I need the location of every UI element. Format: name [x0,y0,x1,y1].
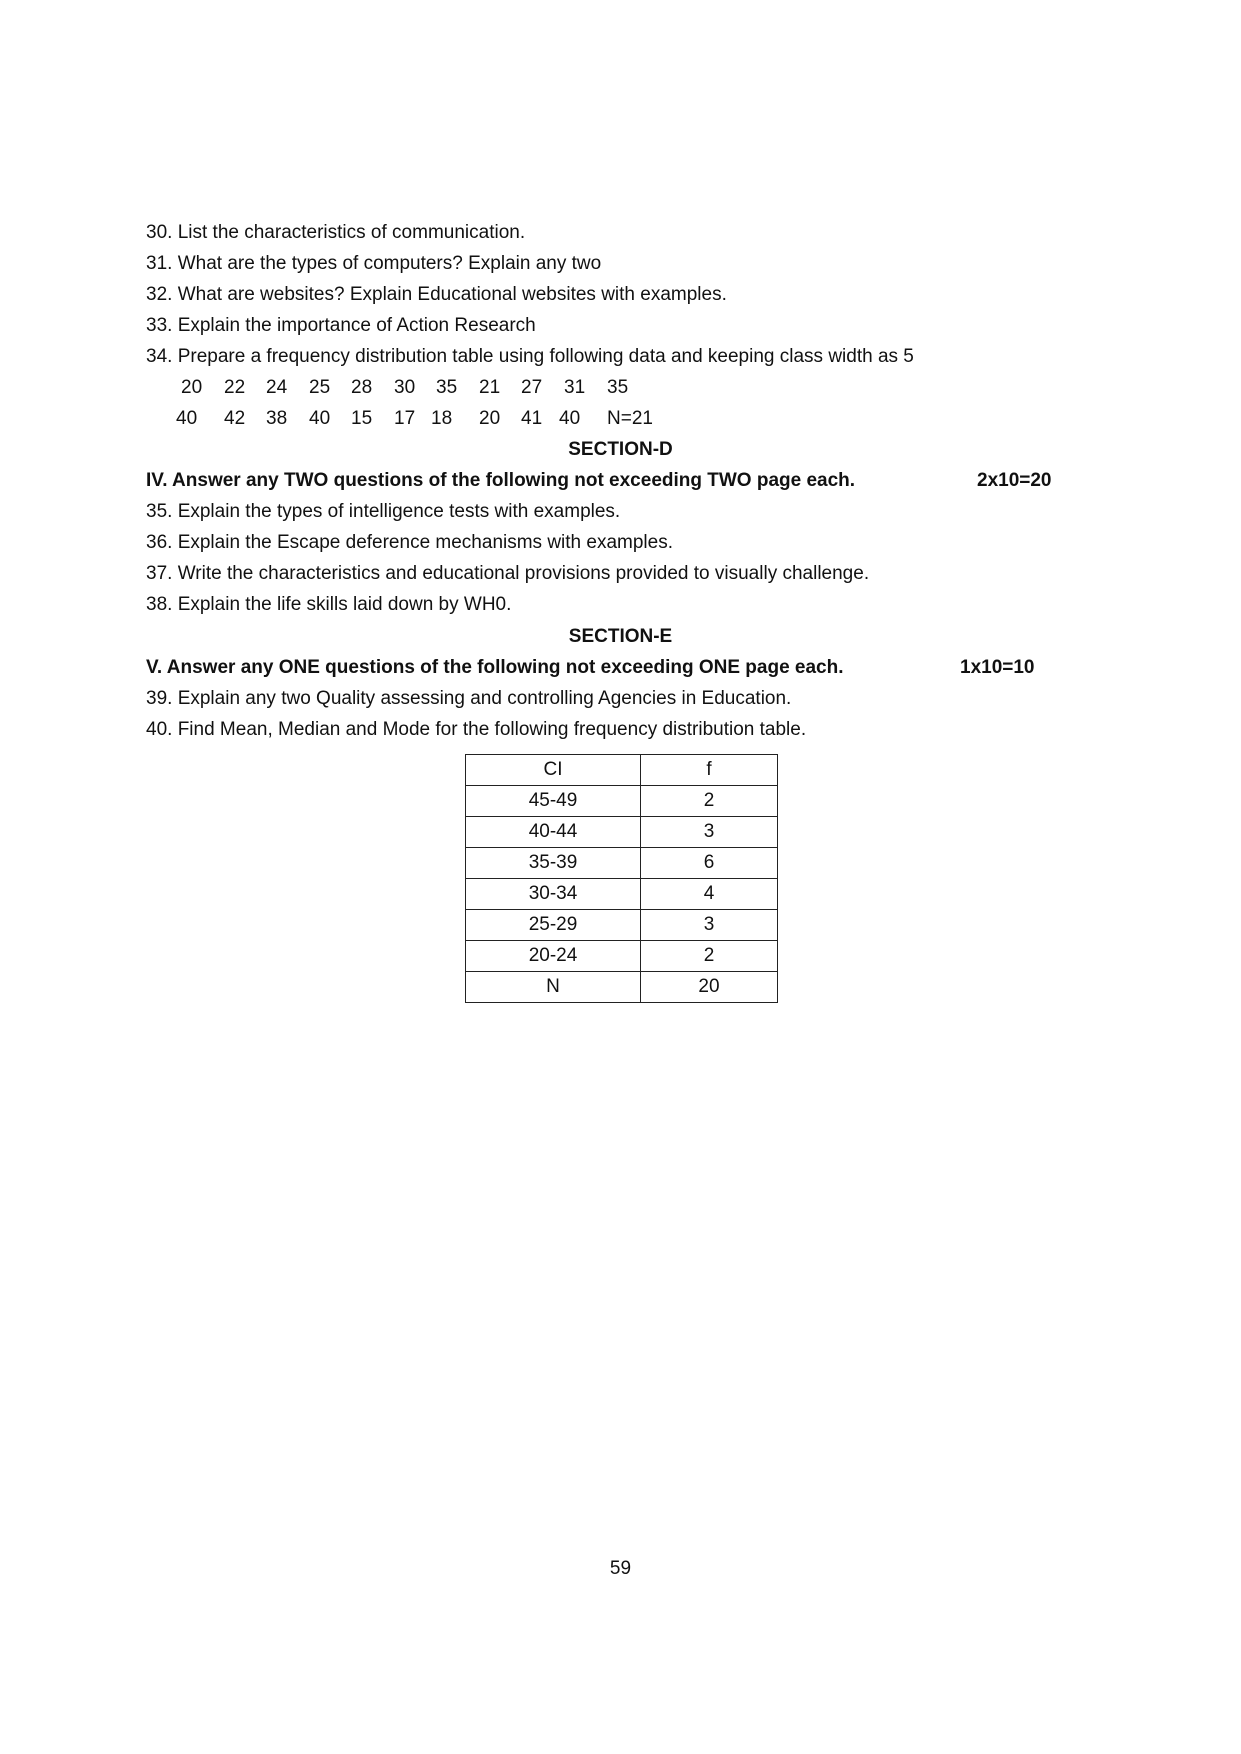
data-value: 41 [521,408,543,429]
data-value: 21 [479,377,501,398]
table-total-row [466,972,778,1003]
data-value: 31 [564,377,586,398]
data-value: 38 [266,408,288,429]
data-value: 20 [479,408,501,429]
table-header-row [466,755,778,786]
question-37: 37. Write the characteristics and educational provisions provided to visually challenge. [146,563,870,584]
data-value: 35 [436,377,458,398]
question-40: 40. Find Mean, Median and Mode for the following frequency distribution table. [146,719,807,740]
table-cell-ci: 45-49 [466,786,641,817]
table-cell-ci: 40-44 [466,817,641,848]
section-e-heading: SECTION-E [568,626,673,647]
table-cell-ci: 35-39 [466,848,641,879]
question-34: 34. Prepare a frequency distribution table using following data and keeping class width as 5 [146,346,914,367]
table-cell-f: 3 [641,910,778,941]
table-cell-f: 3 [641,817,778,848]
data-value: 35 [607,377,629,398]
data-value: N=21 [607,408,653,429]
table-cell-f: 2 [641,786,778,817]
question-38: 38. Explain the life skills laid down by WH0. [146,594,512,615]
table-cell-f: 6 [641,848,778,879]
table-header-f: f [641,755,778,786]
table-cell-ci: N [466,972,641,1003]
data-value: 18 [431,408,453,429]
table-cell-f: 4 [641,879,778,910]
table-cell-f: 2 [641,941,778,972]
data-value: 25 [309,377,331,398]
table-cell-ci: 20-24 [466,941,641,972]
question-36: 36. Explain the Escape deference mechanisms with examples. [146,532,673,553]
section-d-heading: SECTION-D [568,439,673,460]
question-31: 31. What are the types of computers? Explain any two [146,253,602,274]
table-row [466,910,778,941]
data-value: 42 [224,408,246,429]
data-value: 15 [351,408,373,429]
data-row-1 [0,376,1241,400]
data-value: 40 [559,408,581,429]
data-row-2 [0,407,1241,431]
frequency-table [465,754,778,1003]
data-value: 40 [309,408,331,429]
question-39: 39. Explain any two Quality assessing and controlling Agencies in Education. [146,688,792,709]
table-cell-f: 20 [641,972,778,1003]
question-33: 33. Explain the importance of Action Research [146,315,536,336]
question-35: 35. Explain the types of intelligence tests with examples. [146,501,621,522]
table-row [466,879,778,910]
data-value: 27 [521,377,543,398]
data-value: 17 [394,408,416,429]
table-row [466,848,778,879]
section-d-instruction: IV. Answer any TWO questions of the following not exceeding TWO page each. [146,470,856,491]
table-row [466,817,778,848]
data-value: 24 [266,377,288,398]
data-value: 30 [394,377,416,398]
table-row [466,941,778,972]
data-value: 22 [224,377,246,398]
table-cell-ci: 30-34 [466,879,641,910]
section-e-marks: 1x10=10 [960,657,1035,678]
section-e-instruction: V. Answer any ONE questions of the following not exceeding ONE page each. [146,657,844,678]
page-number: 59 [609,1558,632,1579]
table-header-ci: CI [466,755,641,786]
table-row [466,786,778,817]
section-d-marks: 2x10=20 [977,470,1052,491]
data-value: 20 [181,377,203,398]
data-value: 40 [176,408,198,429]
question-30: 30. List the characteristics of communication. [146,222,526,243]
question-32: 32. What are websites? Explain Educational websites with examples. [146,284,727,305]
data-value: 28 [351,377,373,398]
table-cell-ci: 25-29 [466,910,641,941]
